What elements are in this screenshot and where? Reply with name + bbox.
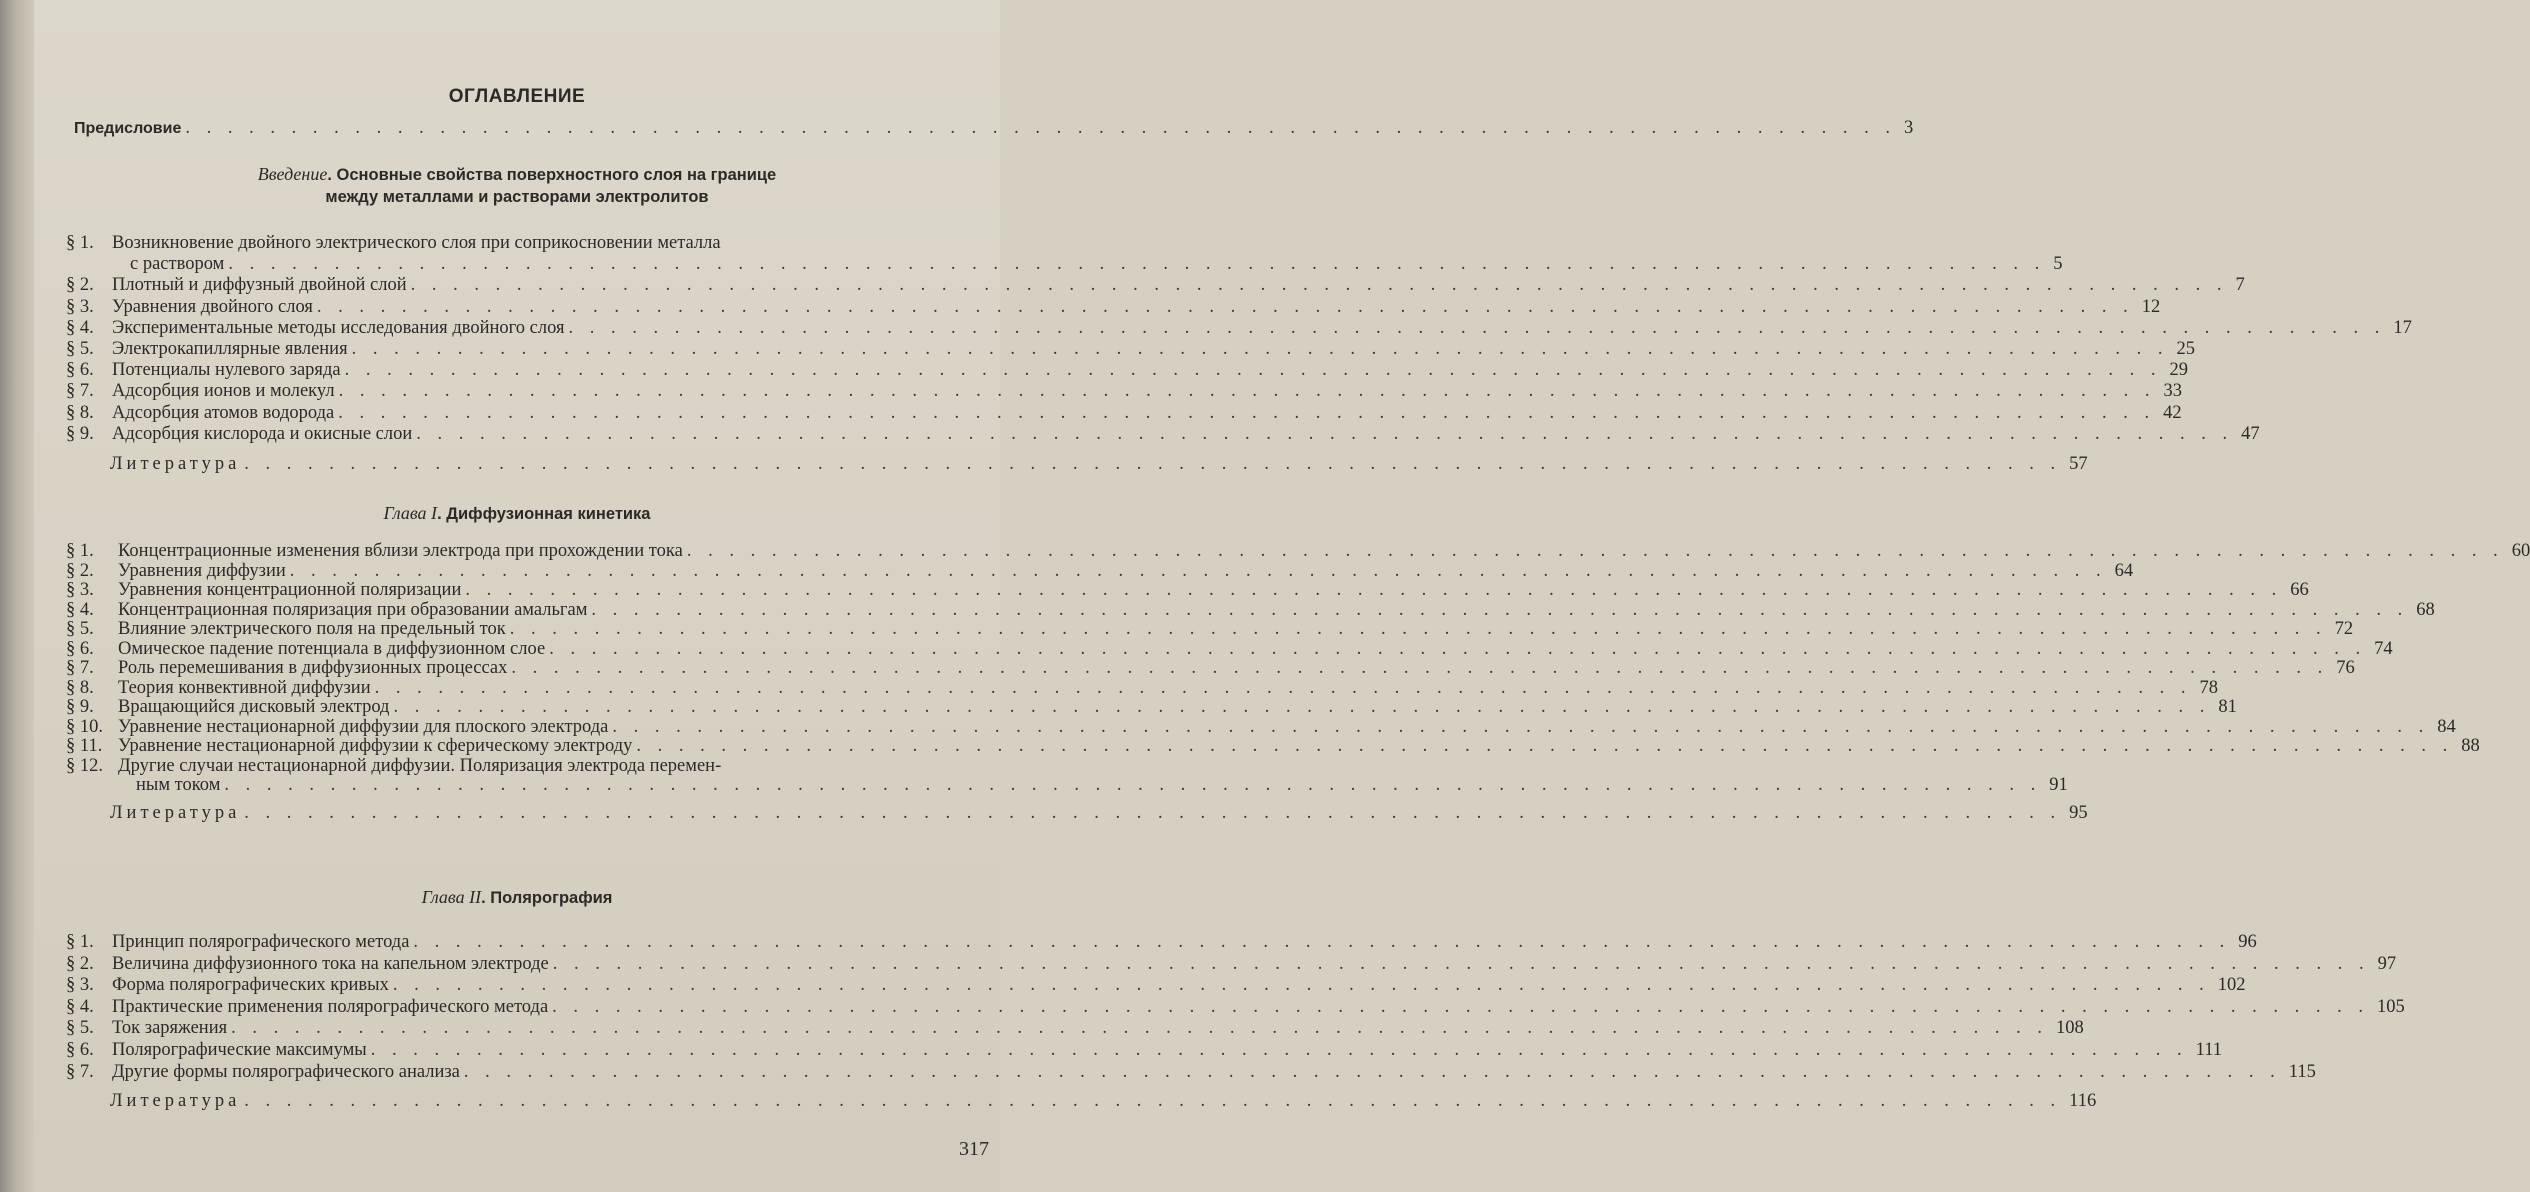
entry-title: Электрокапиллярные явления bbox=[112, 339, 348, 359]
entry-title: Другие формы полярографического анализа bbox=[112, 1061, 460, 1082]
entry-title: Роль перемешивания в диффузионных процессах bbox=[118, 658, 508, 678]
entry-page: 102 bbox=[2217, 975, 2246, 996]
section-number: § 12. bbox=[66, 755, 103, 776]
toc-entry bbox=[66, 975, 2246, 996]
entry-title: Экспериментальные методы исследования двойного слоя bbox=[112, 317, 565, 338]
toc-entry bbox=[66, 580, 2309, 601]
toc-entry-continuation bbox=[136, 775, 2068, 796]
toc-entry bbox=[66, 360, 2188, 381]
entry-page: 96 bbox=[2238, 932, 2257, 952]
literature-label: Литература bbox=[110, 454, 241, 474]
entry-title: Адсорбция ионов и молекул bbox=[112, 381, 335, 402]
section-number: § 3. bbox=[66, 975, 94, 996]
leader-dots: . . . . . . . . . . . . . . . . . . . . . . . . . . . . . . . . . . . . . . . . . . . . . . . . . . . . . . . . . . . . . . . . . . . . . . . . . . . . . . . . . . . . . . bbox=[392, 975, 2210, 996]
entry-page: 68 bbox=[2416, 599, 2435, 620]
entry-title: Практические применения полярографического метода bbox=[112, 996, 549, 1017]
section-number: § 1. bbox=[66, 233, 94, 253]
section-number: § 2. bbox=[66, 953, 94, 974]
entry-page: 105 bbox=[2377, 996, 2405, 1017]
toc-entry bbox=[66, 599, 2435, 621]
section-number: § 6. bbox=[66, 1040, 94, 1060]
toc-entry bbox=[66, 541, 2530, 562]
literature-entry bbox=[110, 454, 2088, 475]
section-number: § 4. bbox=[66, 599, 94, 620]
entry-page: 78 bbox=[2199, 677, 2218, 698]
chapter1-heading-main: . Диффузионная кинетика bbox=[437, 505, 651, 523]
toc-entry bbox=[66, 658, 2355, 679]
leader-dots: . . . . . . . . . . . . . . . . . . . . . . . . . . . . . . . . . . . . . . . . . . . . . . . . . . . . . . . . . . . . . . . . . . . . . . . . . . . . . . . . . . . . . . bbox=[509, 619, 2327, 639]
entry-page: 66 bbox=[2290, 580, 2309, 600]
entry-title: Форма полярографических кривых bbox=[112, 975, 389, 996]
leader-dots: . . . . . . . . . . . . . . . . . . . . . . . . . . . . . . . . . . . . . . . . . . . . . . . . . . . . . . . . . . . . . . . . . . . . . . . . . . . . . . . . . . . . . . bbox=[338, 381, 2156, 402]
leader-dots: . . . . . . . . . . . . . . . . . . . . . . . . . . . . . . . . . . . . . . . . . . . . . . . . . . . . . . . . . . . . . . . . . . . . . . . . . . . . . . . . . . . . . . bbox=[228, 254, 2046, 275]
entry-title: Концентрационная поляризация при образовании амальгам bbox=[118, 599, 588, 620]
toc-entry bbox=[66, 560, 2134, 582]
leader-dots: . . . . . . . . . . . . . . . . . . . . . . . . . . . . . . . . . . . . . . . . . . . . . . . . . . . . . . . . . . . . . . . . . . . . . . . . . . . . . . . . . . . . . . bbox=[244, 1091, 2062, 1112]
entry-page: 97 bbox=[2377, 953, 2397, 974]
toc-entry bbox=[66, 1018, 2084, 1039]
leader-dots: . . . . . . . . . . . . . . . . . . . . . . . . . . . . . . . . . . . . . . . . . . . . . . . . . . . . . . . . . . . . . . . . . . . . . . . . . . . . . . . . . . . . . . bbox=[416, 423, 2234, 444]
entry-page: 72 bbox=[2334, 619, 2354, 639]
chapter1-heading bbox=[34, 502, 1000, 526]
entry-title: Вращающийся дисковый электрод bbox=[118, 697, 390, 717]
section-number: § 1. bbox=[66, 541, 94, 561]
literature-label: Литература bbox=[110, 802, 241, 823]
toc-entry bbox=[66, 296, 2161, 318]
leader-dots: . . . . . . . . . . . . . . . . . . . . . . . . . . . . . . . . . . . . . . . . . . . . . . . . . . . . . . . . . . . . . . . . . . . . . . . . . . . . . . . . . . . . . . bbox=[410, 275, 2228, 296]
toc-entry bbox=[66, 339, 2195, 360]
section-number: § 4. bbox=[66, 317, 94, 338]
literature-entry bbox=[110, 1091, 2097, 1112]
entry-page: 108 bbox=[2056, 1018, 2084, 1039]
entry-page: 25 bbox=[2176, 339, 2195, 359]
leader-dots: . . . . . . . . . . . . . . . . . . . . . . . . . . . . . . . . . . . . . . . . . . . . . . . . . . . . . . . . . . . . . . . . . . . . . . . . . . . . . . . . . . . . . . bbox=[636, 736, 2454, 756]
leader-dots: . . . . . . . . . . . . . . . . . . . . . . . . . . . . . . . . . . . . . . . . . . . . . . . . . . . . . . . . . . . . . . . . . . . . . . . . . . . . . . . . . . . . . . bbox=[244, 454, 2062, 474]
toc-entry bbox=[66, 736, 2480, 757]
section-number: § 9. bbox=[66, 423, 94, 444]
entry-title: Влияние электрического поля на предельный ток bbox=[118, 619, 506, 639]
leader-dots: . . . . . . . . . . . . . . . . . . . . . . . . . . . . . . . . . . . . . . . . . . . . . . . . . . . . . . . . . . . . . . . . . . . . . . . . . . . . . . . . . . . . . . bbox=[316, 296, 2134, 317]
leader-dots: . . . . . . . . . . . . . . . . . . . . . . . . . . . . . . . . . . . . . . . . . . . . . . . . . . . . . . . . . . . . . . . . . . . . . . . . . . . . . . . . . . . . . . bbox=[224, 775, 2042, 795]
section-number: § 3. bbox=[66, 296, 94, 317]
toc-entry bbox=[66, 317, 2412, 339]
entry-title: Полярографические максимумы bbox=[112, 1040, 367, 1060]
entry-page: 42 bbox=[2163, 402, 2182, 423]
chapter2-heading-prefix: Глава II bbox=[421, 887, 482, 907]
entry-title: Принцип полярографического метода bbox=[112, 932, 410, 952]
leader-dots: . . . . . . . . . . . . . . . . . . . . . . . . . . . . . . . . . . . . . . . . . . . . . . . . . . . . . . . . . . . . . . . . . . . . . . . . . . . . . . . . . . . . . . bbox=[552, 996, 2370, 1017]
book-spine-shadow bbox=[0, 0, 34, 1192]
leader-dots: . . . . . . . . . . . . . . . . . . . . . . . . . . . . . . . . . . . . . . . . . . . . . . . . . . . . . . . . . . . . . . . . . . . . . . . . . . . . . . . . . . . . . . bbox=[552, 953, 2370, 974]
toc-entry bbox=[66, 1040, 2223, 1061]
chapter2-heading bbox=[34, 886, 1000, 910]
toc-entry bbox=[66, 756, 942, 777]
entry-page: 7 bbox=[2235, 275, 2245, 296]
section-number: § 6. bbox=[66, 360, 94, 381]
entry-title: Ток заряжения bbox=[112, 1018, 228, 1039]
entry-title: Плотный и диффузный двойной слой bbox=[112, 275, 407, 296]
toc-entry bbox=[66, 402, 2182, 424]
section-number: § 8. bbox=[66, 402, 94, 423]
leader-dots: . . . . . . . . . . . . . . . . . . . . . . . . . . . . . . . . . . . . . . . . . . . . . . . . . . . . . . . . . . . . . . . . . . . . . . . . . . . . . . . . . . . . . . bbox=[511, 658, 2329, 678]
leader-dots: . . . . . . . . . . . . . . . . . . . . . . . . . . . . . . . . . . . . . . . . . . . . . . . . . . . . . . . . . . . . . . . . . . . . . . . . . . . . . . . . . . . . . . bbox=[370, 1040, 2188, 1060]
section-number: § 10. bbox=[66, 716, 103, 737]
toc-entry bbox=[66, 638, 2393, 660]
toc-entry bbox=[66, 697, 2237, 718]
toc-entry bbox=[66, 716, 2456, 738]
leader-dots: . . . . . . . . . . . . . . . . . . . . . . . . . . . . . . . . . . . . . . . . . . . . . . . . . . . . . . . . . . . . . . . . . . . . . . . . . . . . . . . . . . . . . . bbox=[231, 1018, 2048, 1039]
section-number: § 2. bbox=[66, 560, 94, 581]
toc-entry bbox=[66, 932, 2257, 953]
leader-dots: . . . . . . . . . . . . . . . . . . . . . . . . . . . . . . . . . . . . . . . . . . . . . . . . . . . . . . . . . . . . . . . . . . . . . . . . . . . . . . . . . . . . . . bbox=[244, 802, 2062, 823]
entry-page: 91 bbox=[2049, 775, 2068, 795]
toc-entry bbox=[66, 381, 2182, 402]
section-number: § 3. bbox=[66, 580, 94, 600]
entry-page: 5 bbox=[2053, 254, 2063, 275]
preface-label: Предисловие bbox=[74, 120, 182, 137]
entry-page: 84 bbox=[2437, 716, 2456, 737]
section-number: § 7. bbox=[66, 658, 94, 678]
entry-page: 81 bbox=[2218, 697, 2237, 717]
entry-page: 29 bbox=[2169, 360, 2188, 381]
literature-label: Литература bbox=[110, 1091, 241, 1112]
entry-title: Уравнение нестационарной диффузии для плоского электрода bbox=[118, 716, 609, 737]
entry-page: 60 bbox=[2511, 541, 2530, 561]
preface-entry bbox=[74, 118, 1914, 139]
entry-title: Адсорбция кислорода и окисные слои bbox=[112, 423, 413, 444]
leader-dots: . . . . . . . . . . . . . . . . . . . . . . . . . . . . . . . . . . . . . . . . . . . . . . . . . . . . . . . . . . . . . . . . . . . . . . . . . . . . . . . . . . . . . . bbox=[413, 932, 2231, 952]
leader-dots: . . . . . . . . . . . . . . . . . . . . . . . . . . . . . . . . . . . . . . . . . . . . . . . . . . . . . . . . . . . . . . . . . . . . . . . . . . . . . . . . . . . . . . bbox=[591, 599, 2409, 620]
entry-page: 115 bbox=[2288, 1061, 2316, 1082]
toc-entry bbox=[66, 1061, 2316, 1083]
entry-page: 88 bbox=[2461, 736, 2480, 756]
entry-page: 12 bbox=[2141, 296, 2161, 317]
toc-entry-continuation bbox=[130, 254, 2063, 275]
leader-dots: . . . . . . . . . . . . . . . . . . . . . . . . . . . . . . . . . . . . . . . . . . . . . . . . . . . . . . . . . . . . . . . . . . . . . . . . . . . . . . . . . . . . . . bbox=[344, 360, 2162, 381]
entry-page: 64 bbox=[2114, 560, 2134, 581]
preface-page: 3 bbox=[1903, 118, 1914, 138]
toc-entry bbox=[66, 233, 932, 254]
section-number: § 5. bbox=[66, 339, 94, 359]
toc-entry bbox=[66, 275, 2245, 296]
leader-dots: . . . . . . . . . . . . . . . . . . . . . . . . . . . . . . . . . . . . . . . . . . . . . . . . . . . . . . . . . . . . . . . . . . . . . . . . . . . . . . . . . . . . . . bbox=[351, 339, 2169, 359]
leader-dots: . . . . . . . . . . . . . . . . . . . . . . . . . . . . . . . . . . . . . . . . . . . . . . . . . . . . . . . . . . . . . . . . . . . . . . . . . . . . . . . . . bbox=[185, 118, 1896, 138]
section-number: § 6. bbox=[66, 638, 94, 659]
toc-entry bbox=[66, 423, 2260, 445]
entry-title: Другие случаи нестационарной диффузии. Поляризация электрода перемен- bbox=[118, 755, 722, 776]
entry-title: Величина диффузионного тока на капельном электроде bbox=[112, 953, 549, 974]
entry-title: Возникновение двойного электрического слоя при соприкосновении металла bbox=[112, 233, 721, 253]
literature-page: 95 bbox=[2069, 802, 2088, 823]
entry-page: 74 bbox=[2374, 638, 2393, 659]
entry-title: Уравнения концентрационной поляризации bbox=[118, 580, 462, 600]
entry-title: Уравнения диффузии bbox=[118, 560, 286, 581]
section-number: § 1. bbox=[66, 932, 94, 952]
page-number: 317 bbox=[959, 1138, 989, 1160]
entry-page: 33 bbox=[2163, 381, 2182, 402]
section-number: § 5. bbox=[66, 1018, 94, 1039]
entry-title: Уравнения двойного слоя bbox=[112, 296, 313, 317]
toc-entry bbox=[66, 953, 2397, 975]
entry-title: Омическое падение потенциала в диффузионном слое bbox=[118, 638, 546, 659]
intro-heading-line2: между металлами и растворами электролитов bbox=[325, 188, 709, 206]
literature-page: 116 bbox=[2069, 1091, 2097, 1112]
toc-title: ОГЛАВЛЕНИЕ bbox=[448, 86, 586, 107]
leader-dots: . . . . . . . . . . . . . . . . . . . . . . . . . . . . . . . . . . . . . . . . . . . . . . . . . . . . . . . . . . . . . . . . . . . . . . . . . . . . . . . . . . . . . . bbox=[463, 1061, 2281, 1082]
leader-dots: . . . . . . . . . . . . . . . . . . . . . . . . . . . . . . . . . . . . . . . . . . . . . . . . . . . . . . . . . . . . . . . . . . . . . . . . . . . . . . . . . . . . . . bbox=[465, 580, 2283, 600]
entry-page: 76 bbox=[2336, 658, 2355, 678]
chapter2-heading-main: . Полярография bbox=[481, 889, 613, 907]
section-number: § 2. bbox=[66, 275, 94, 296]
leader-dots: . . . . . . . . . . . . . . . . . . . . . . . . . . . . . . . . . . . . . . . . . . . . . . . . . . . . . . . . . . . . . . . . . . . . . . . . . . . . . . . . . . . . . . bbox=[686, 541, 2504, 561]
leader-dots: . . . . . . . . . . . . . . . . . . . . . . . . . . . . . . . . . . . . . . . . . . . . . . . . . . . . . . . . . . . . . . . . . . . . . . . . . . . . . . . . . . . . . . bbox=[289, 560, 2107, 581]
leader-dots: . . . . . . . . . . . . . . . . . . . . . . . . . . . . . . . . . . . . . . . . . . . . . . . . . . . . . . . . . . . . . . . . . . . . . . . . . . . . . . . . . . . . . . bbox=[549, 638, 2367, 659]
entry-title-cont: с раствором bbox=[130, 254, 225, 275]
intro-heading bbox=[34, 163, 1000, 187]
intro-heading-prefix: Введение bbox=[257, 164, 328, 184]
leader-dots: . . . . . . . . . . . . . . . . . . . . . . . . . . . . . . . . . . . . . . . . . . . . . . . . . . . . . . . . . . . . . . . . . . . . . . . . . . . . . . . . . . . . . . bbox=[338, 402, 2156, 423]
leader-dots: . . . . . . . . . . . . . . . . . . . . . . . . . . . . . . . . . . . . . . . . . . . . . . . . . . . . . . . . . . . . . . . . . . . . . . . . . . . . . . . . . . . . . . bbox=[612, 716, 2430, 737]
section-number: § 11. bbox=[66, 736, 103, 756]
entry-page: 111 bbox=[2195, 1040, 2223, 1060]
entry-title: Адсорбция атомов водорода bbox=[112, 402, 335, 423]
section-number: § 8. bbox=[66, 677, 94, 698]
toc-entry bbox=[66, 619, 2354, 640]
entry-title-cont: ным током bbox=[136, 775, 221, 795]
section-number: § 7. bbox=[66, 1061, 94, 1082]
leader-dots: . . . . . . . . . . . . . . . . . . . . . . . . . . . . . . . . . . . . . . . . . . . . . . . . . . . . . . . . . . . . . . . . . . . . . . . . . . . . . . . . . . . . . . bbox=[393, 697, 2211, 717]
section-number: § 7. bbox=[66, 381, 94, 402]
entry-title: Теория конвективной диффузии bbox=[118, 677, 371, 698]
toc-entry bbox=[66, 677, 2218, 699]
section-number: § 9. bbox=[66, 697, 94, 717]
intro-heading-main: . Основные свойства поверхностного слоя на границе bbox=[327, 166, 777, 184]
chapter1-heading-prefix: Глава I bbox=[383, 503, 438, 523]
entry-title: Концентрационные изменения вблизи электрода при прохождении тока bbox=[118, 541, 683, 561]
entry-title: Уравнение нестационарной диффузии к сферическому электроду bbox=[118, 736, 633, 756]
book-page bbox=[34, 0, 2530, 1192]
section-number: § 4. bbox=[66, 996, 94, 1017]
literature-page: 57 bbox=[2069, 454, 2088, 474]
leader-dots: . . . . . . . . . . . . . . . . . . . . . . . . . . . . . . . . . . . . . . . . . . . . . . . . . . . . . . . . . . . . . . . . . . . . . . . . . . . . . . . . . . . . . . bbox=[374, 677, 2192, 698]
entry-page: 17 bbox=[2393, 317, 2412, 338]
literature-entry bbox=[110, 802, 2088, 824]
toc-entry bbox=[66, 996, 2405, 1018]
entry-title: Потенциалы нулевого заряда bbox=[112, 360, 341, 381]
section-number: § 5. bbox=[66, 619, 94, 639]
leader-dots: . . . . . . . . . . . . . . . . . . . . . . . . . . . . . . . . . . . . . . . . . . . . . . . . . . . . . . . . . . . . . . . . . . . . . . . . . . . . . . . . . . . . . . bbox=[568, 317, 2386, 338]
entry-page: 47 bbox=[2241, 423, 2260, 444]
